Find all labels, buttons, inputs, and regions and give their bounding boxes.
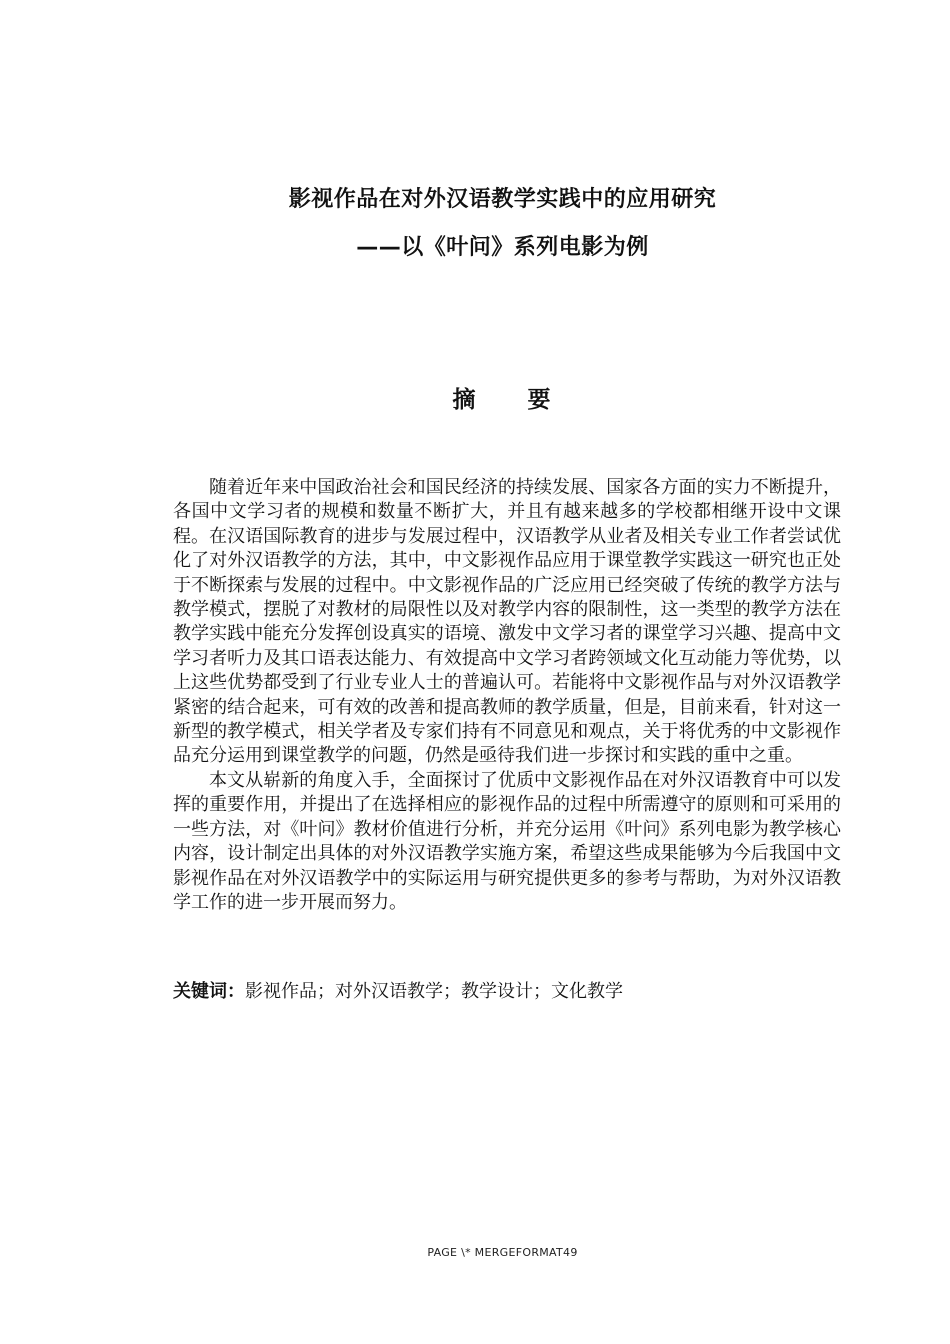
page-footer: PAGE \* MERGEFORMAT49: [427, 1246, 578, 1259]
keywords-line: [173, 979, 841, 1005]
title-block: [0, 176, 950, 272]
abstract-paragraph-2: 本文从崭新的角度入手，全面探讨了优质中文影视作品在对外汉语教育中可以发挥的重要作用，并提出了在选择相应的影视作品的过程中所需遵守的原则和可采用的一些方法，对《叶问》教材价值进行分析，并充分运用《叶问》系列电影为教学核心内容，设计制定出具体的对外汉语教学实施方案，希望这些成果能够为今后我国中文影视作品在对外汉语教学中的实际运用与研究提供更多的参考与帮助，为对外汉语教学工作的进一步开展而努力。: [173, 769, 841, 913]
abstract-heading: 摘 要: [452, 387, 573, 413]
abstract-paragraph-1: 随着近年来中国政治社会和国民经济的持续发展、国家各方面的实力不断提升，各国中文学习者的规模和数量不断扩大，并且有越来越多的学校都相继开设中文课程。在汉语国际教育的进步与发展过程中，汉语教学从业者及相关专业工作者尝试优化了对外汉语教学的方法，其中，中文影视作品应用于课堂教学实践这一研究也正处于不断探索与发展的过程中。中文影视作品的广泛应用已经突破了传统的教学方法与教学模式，摆脱了对教材的局限性以及对教学内容的限制性，这一类型的教学方法在教学实践中能充分发挥创设真实的语境、激发中文学习者的课堂学习兴趣、提高中文学习者听力及其口语表达能力、有效提高中文学习者跨领域文化互动能力等优势，以上这些优势都受到了行业专业人士的普遍认可。若能将中文影视作品与对外汉语教学紧密的结合起来，可有效的改善和提高教师的教学质量，但是，目前来看，针对这一新型的教学模式，相关学者及专家们持有不同意见和观点，关于将优秀的中文影视作品充分运用到课堂教学的问题，仍然是亟待我们进一步探讨和实践的重中之重。: [173, 477, 841, 767]
document-title: 影视作品在对外汉语教学实践中的应用研究: [288, 187, 717, 212]
abstract-body: [173, 476, 841, 915]
document-subtitle: ——以《叶问》系列电影为例: [356, 235, 649, 260]
keywords-label: 关键词：: [173, 981, 245, 1002]
keywords-text: 影视作品；对外汉语教学；教学设计；文化教学: [245, 981, 623, 1002]
